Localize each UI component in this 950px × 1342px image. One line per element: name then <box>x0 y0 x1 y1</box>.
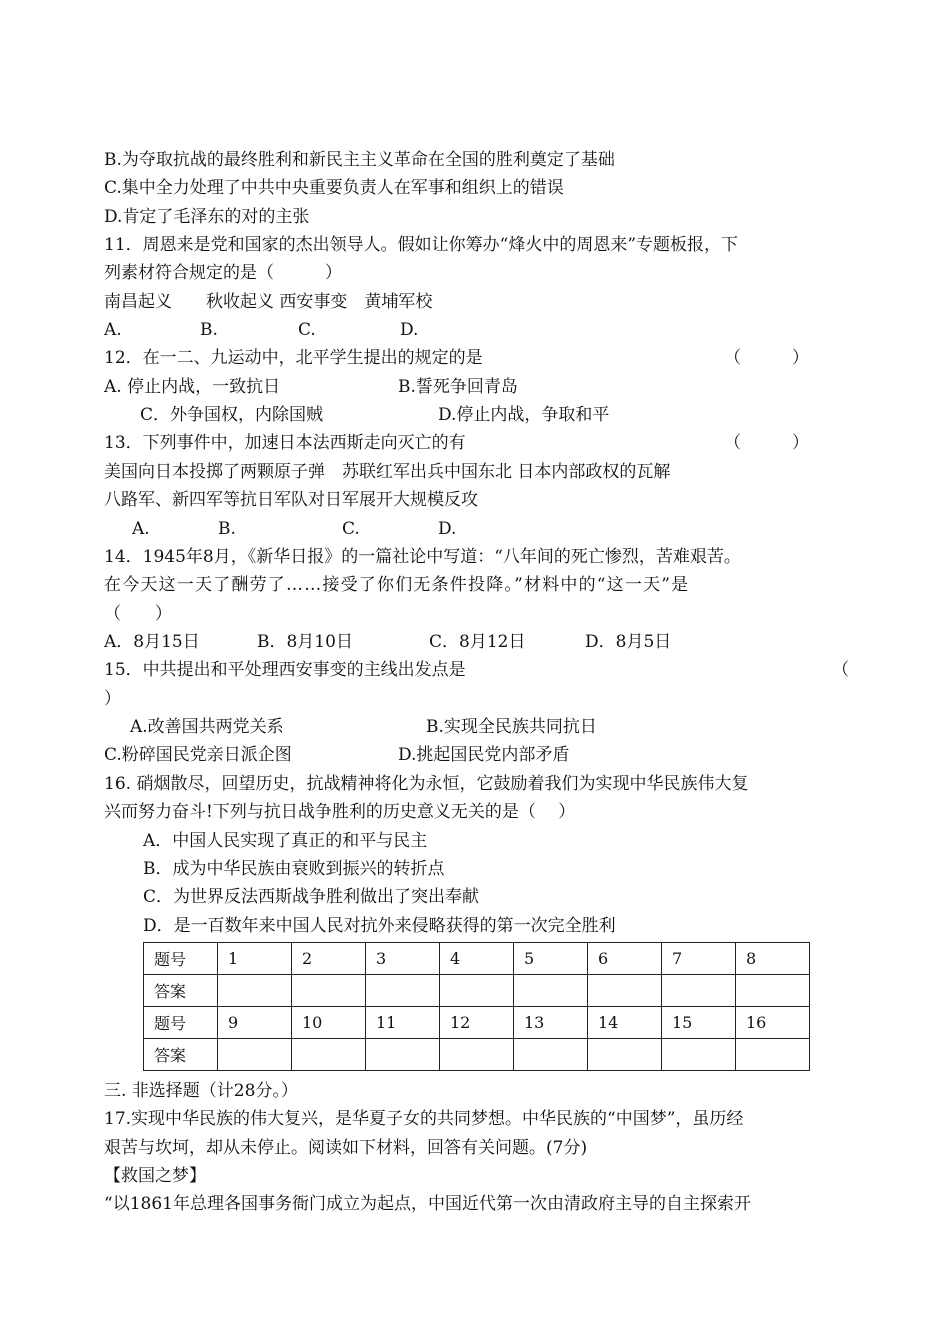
q14-option-b: B．8月10日 <box>257 632 353 652</box>
table-cell: 11 <box>366 1007 440 1039</box>
table-cell: 8 <box>736 943 810 975</box>
q13-option-c: C. <box>342 519 360 539</box>
q11-option-d: D. <box>400 320 419 340</box>
q15-stem: 15．中共提出和平处理西安事变的主线出发点是 <box>104 660 466 680</box>
table-cell: 6 <box>588 943 662 975</box>
answer-cell[interactable] <box>662 975 736 1007</box>
q14-option-a: A．8月15日 <box>104 632 200 652</box>
q12-option-c: C．外争国权，内除国贼 <box>140 405 324 425</box>
q13-option-d: D. <box>438 519 457 539</box>
answer-cell[interactable] <box>292 975 366 1007</box>
q14-option-d: D．8月5日 <box>585 632 672 652</box>
q11-stem-line1: 11．周恩来是党和国家的杰出领导人。假如让你筹办“烽火中的周恩来”专题板报，下 <box>104 235 739 255</box>
answer-cell[interactable] <box>662 1039 736 1071</box>
q16-option-c: C．为世界反法西斯战争胜利做出了突出奉献 <box>143 887 480 907</box>
q16-stem-line2: 兴而努力奋斗!下列与抗日战争胜利的历史意义无关的是（ ） <box>104 802 576 822</box>
q10-option-c: C.集中全力处理了中共中央重要负责人在军事和组织上的错误 <box>104 178 564 198</box>
q13-stem: 13．下列事件中，加速日本法西斯走向灭亡的有 <box>104 433 466 453</box>
table-row <box>144 1039 810 1071</box>
table-cell: 题号 <box>144 1007 218 1039</box>
q14-answer-paren: （ ） <box>104 604 172 624</box>
q12-option-a: A. 停止内战，一致抗日 <box>104 377 281 397</box>
table-cell: 4 <box>440 943 514 975</box>
q13-option-b: B. <box>218 519 236 539</box>
answer-cell[interactable] <box>218 1039 292 1071</box>
table-row <box>144 943 810 975</box>
q13-materials-line2: 八路军、新四军等抗日军队对日军展开大规模反攻 <box>104 490 478 510</box>
q16-option-d: D．是一百数年来中国人民对抗外来侵略获得的第一次完全胜利 <box>143 916 616 936</box>
q10-option-b: B.为夺取抗战的最终胜利和新民主主义革命在全国的胜利奠定了基础 <box>104 150 615 170</box>
q15-paren-open: （ <box>832 660 849 680</box>
table-cell: 答案 <box>144 1039 218 1071</box>
q11-option-c: C. <box>298 320 316 340</box>
q14-stem-line2: 在今天这一天了酬劳了……接受了你们无条件投降。”材料中的“这一天”是 <box>104 575 690 595</box>
table-cell: 16 <box>736 1007 810 1039</box>
q11-stem-line2: 列素材符合规定的是（ ） <box>104 263 342 283</box>
q16-option-a: A．中国人民实现了真正的和平与民主 <box>143 831 428 851</box>
table-cell: 10 <box>292 1007 366 1039</box>
q12-stem: 12．在一二、九运动中，北平学生提出的规定的是 <box>104 348 483 368</box>
q17-stem-line2: 艰苦与坎坷，却从未停止。阅读如下材料，回答有关问题。(7分) <box>104 1138 588 1158</box>
table-cell: 14 <box>588 1007 662 1039</box>
q17-stem-line1: 17.实现中华民族的伟大复兴，是华夏子女的共同梦想。中华民族的“中国梦”，虽历经 <box>104 1109 744 1129</box>
answer-cell[interactable] <box>514 975 588 1007</box>
q13-option-a: A. <box>132 519 150 539</box>
q13-materials-line1: 美国向日本投掷了两颗原子弹 苏联红军出兵中国东北 日本内部政权的瓦解 <box>104 462 671 482</box>
answer-cell[interactable] <box>736 975 810 1007</box>
answer-cell[interactable] <box>292 1039 366 1071</box>
answer-table <box>143 942 810 1071</box>
q16-stem-line1: 16. 硝烟散尽，回望历史，抗战精神将化为永恒，它鼓励着我们为实现中华民族伟大复 <box>104 774 749 794</box>
q12-option-b: B.誓死争回青岛 <box>398 377 518 397</box>
section-3-heading: 三. 非选择题（计28分。） <box>104 1081 298 1101</box>
q11-options <box>104 318 850 342</box>
table-cell: 13 <box>514 1007 588 1039</box>
answer-cell[interactable] <box>514 1039 588 1071</box>
q12-option-d: D.停止内战，争取和平 <box>438 405 610 425</box>
q12-answer-paren: （ ） <box>724 348 809 368</box>
q11-materials: 南昌起义 秋收起义 西安事变 黄埔军校 <box>104 292 433 312</box>
table-row <box>144 1007 810 1039</box>
q17-material-line1: “以1861年总理各国事务衙门成立为起点，中国近代第一次由清政府主导的自主探索开 <box>104 1194 751 1214</box>
answer-cell[interactable] <box>440 975 514 1007</box>
q14-stem-line1: 14．1945年8月，《新华日报》的一篇社论中写道：“八年间的死亡惨烈，苦难艰苦。 <box>104 547 741 567</box>
q14-options <box>104 630 850 654</box>
table-cell: 题号 <box>144 943 218 975</box>
q13-options <box>132 517 878 541</box>
q15-option-c: C.粉碎国民党亲日派企图 <box>104 745 292 765</box>
q16-option-b: B．成为中华民族由衰败到振兴的转折点 <box>143 859 445 879</box>
q11-option-b: B. <box>200 320 218 340</box>
q11-option-a: A. <box>104 320 122 340</box>
q15-option-d: D.挑起国民党内部矛盾 <box>398 745 570 765</box>
table-cell: 5 <box>514 943 588 975</box>
table-row <box>144 975 810 1007</box>
answer-cell[interactable] <box>218 975 292 1007</box>
q15-option-b: B.实现全民族共同抗日 <box>426 717 597 737</box>
answer-cell[interactable] <box>366 975 440 1007</box>
answer-cell[interactable] <box>736 1039 810 1071</box>
q14-option-c: C．8月12日 <box>429 632 526 652</box>
table-cell: 15 <box>662 1007 736 1039</box>
table-cell: 2 <box>292 943 366 975</box>
answer-cell[interactable] <box>366 1039 440 1071</box>
q15-option-a: A.改善国共两党关系 <box>130 717 284 737</box>
table-cell: 3 <box>366 943 440 975</box>
q13-answer-paren: （ ） <box>724 433 809 453</box>
q15-paren-close: ） <box>104 689 121 709</box>
answer-cell[interactable] <box>588 975 662 1007</box>
answer-cell[interactable] <box>588 1039 662 1071</box>
table-cell: 7 <box>662 943 736 975</box>
table-cell: 12 <box>440 1007 514 1039</box>
table-cell: 1 <box>218 943 292 975</box>
answer-cell[interactable] <box>440 1039 514 1071</box>
q17-subheading: 【救国之梦】 <box>104 1166 206 1186</box>
q10-option-d: D.肯定了毛泽东的对的主张 <box>104 207 310 227</box>
table-cell: 答案 <box>144 975 218 1007</box>
table-cell: 9 <box>218 1007 292 1039</box>
